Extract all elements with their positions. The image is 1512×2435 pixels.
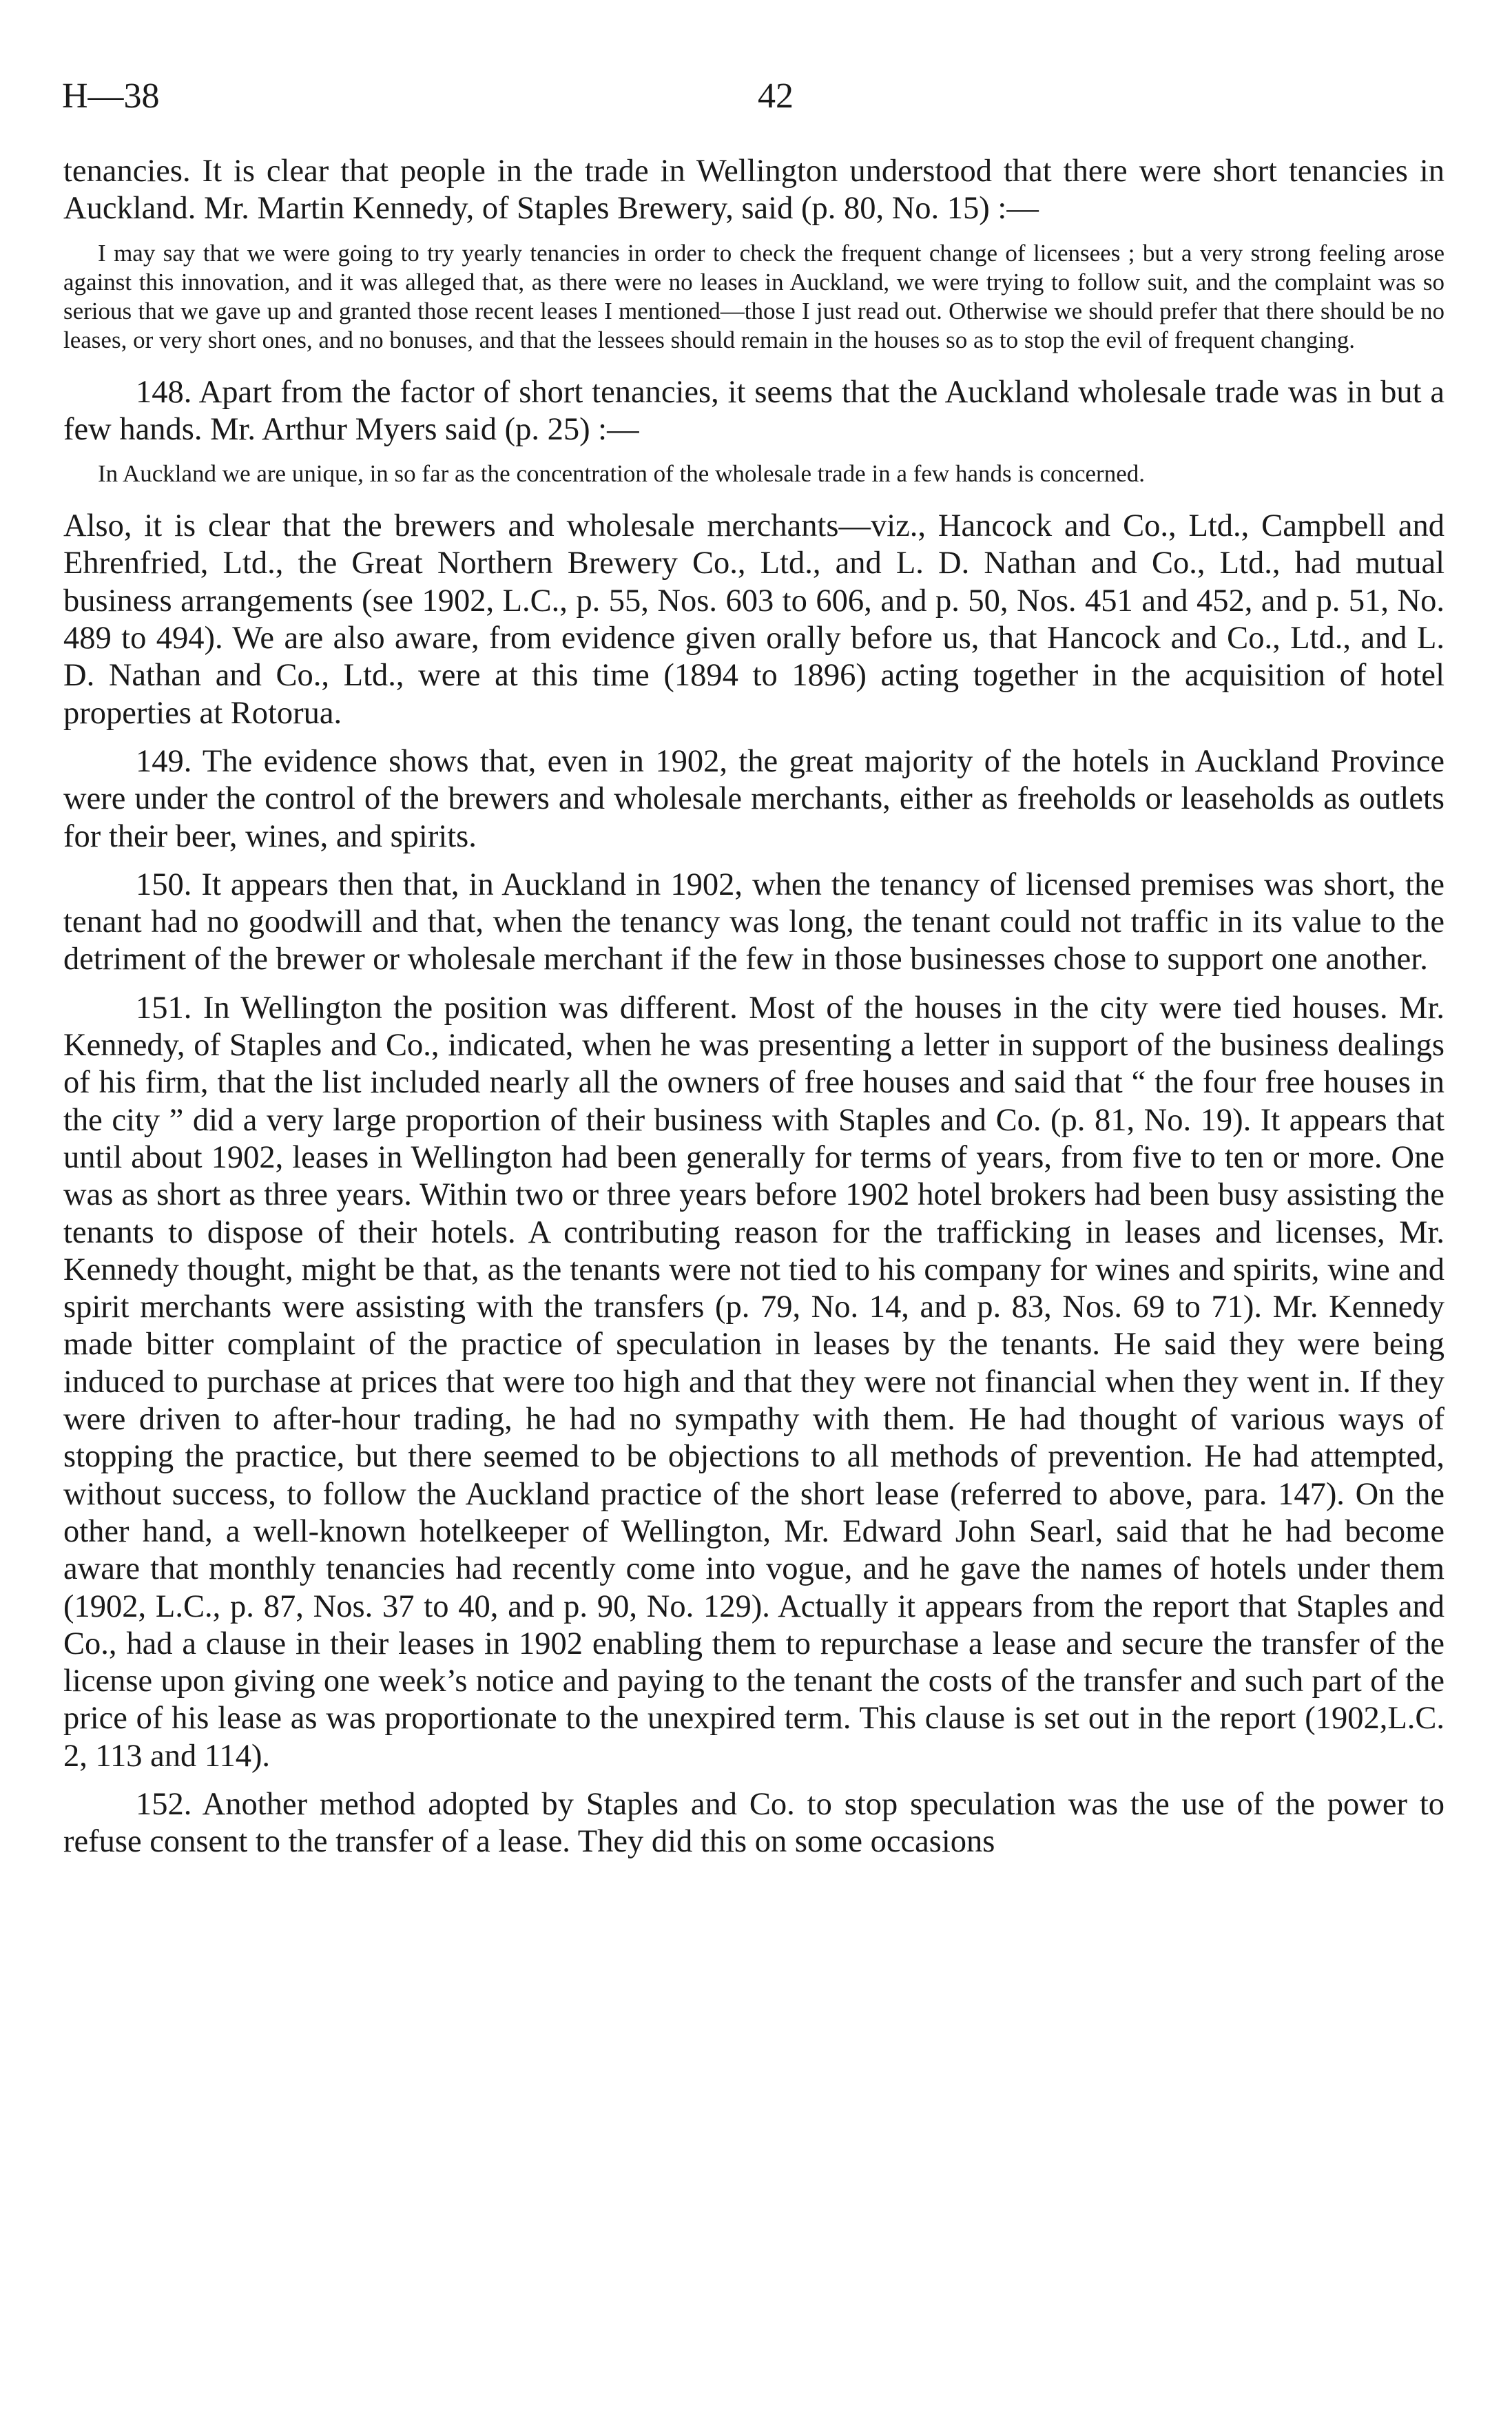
paragraph-152: 152. Another method adopted by Staples and Co. to stop speculation was the use of the power to refuse consent to the transfer of a lease. They did this on some occasions	[63, 1786, 1444, 1860]
quotation-myers: In Auckland we are unique, in so far as the concentration of the wholesale trade in a few hands is concerned.	[98, 460, 1145, 488]
quotation-kennedy: I may say that we were going to try yearly tenancies in order to check the frequent change of licensees ; but a very strong feeling arose against this innovation, and it was alleged that, as there were no leases in Auckland, we were trying to follow suit, and the complaint was so serious that we gave up and granted those recent leases I mentioned—those I just read out. Otherwise we should prefer that there should be no leases, or very short ones, and no bonuses, and that the lessees should remain in the houses so as to stop the evil of frequent changing.	[63, 239, 1444, 353]
document-reference: H—38	[62, 76, 160, 116]
paragraph-151: 151. In Wellington the position was different. Most of the houses in the city were tied houses. Mr. Kennedy, of Staples and Co., indicated, when he was presenting a letter in support of the business dealings of his firm, that the list included nearly all the owners of free houses and said that “ the four free houses in the city ” did a very large proportion of their business with Staples and Co. (p. 81, No. 19). It appears that until about 1902, leases in Wellington had been generally for terms of years, from five to ten or more. One was as short as three years. Within two or three years before 1902 hotel brokers had been busy assisting the tenants to dispose of their hotels. A contributing reason for the trafficking in leases and licenses, Mr. Kennedy thought, might be that, as the tenants were not tied to his company for wines and spirits, wine and spirit merchants were assisting with the transfers (p. 79, No. 14, and p. 83, Nos. 69 to 71). Mr. Kennedy made bitter complaint of the practice of speculation in leases by the tenants. He said they were being induced to purchase at prices that were too high and that they were not financial when they went in. If they were driven to after-hour trading, he had no sympathy with them. He had thought of various ways of stopping the practice, but there seemed to be objections to all methods of prevention. He had attempted, without success, to follow the Auckland practice of the short lease (referred to above, para. 147). On the other hand, a well-known hotelkeeper of Wellington, Mr. Edward John Searl, said that he had become aware that monthly tenancies had recently come into vogue, and he gave the names of hotels under them (1902, L.C., p. 87, Nos. 37 to 40, and p. 90, No. 129). Actually it appears from the report that Staples and Co., had a clause in their leases in 1902 enabling them to repurchase a lease and secure the transfer of the license upon giving one week’s notice and paying to the tenant the costs of the transfer and such part of the price of his lease as was proportionate to the unexpired term. This clause is set out in the report (1902,L.C. 2, 113 and 114).	[63, 990, 1444, 1774]
paragraph-150: 150. It appears then that, in Auckland in 1902, when the tenancy of licensed premises was short, the tenant had no goodwill and that, when the tenancy was long, the tenant could not traffic in its value to the detriment of the brewer or wholesale merchant if the few in those businesses chose to support one another.	[63, 867, 1444, 977]
paragraph-continuation: tenancies. It is clear that people in the trade in Wellington understood that there were short tenancies in Auckland. Mr. Martin Kennedy, of Staples Brewery, said (p. 80, No. 15) :—	[63, 154, 1444, 227]
paragraph-148-continued: Also, it is clear that the brewers and wholesale merchants—viz., Hancock and Co., Ltd., Campbell and Ehrenfried, Ltd., the Great Northern Brewery Co., Ltd., and L. D. Nathan and Co., Ltd., had mutual business arrangements (see 1902, L.C., p. 55, Nos. 603 to 606, and p. 50, Nos. 451 and 452, and p. 51, No. 489 to 494). We are also aware, from evidence given orally before us, that Hancock and Co., Ltd., and L. D. Nathan and Co., Ltd., were at this time (1894 to 1896) acting together in the acquisition of hotel properties at Rotorua.	[63, 508, 1444, 731]
body-text	[63, 153, 1444, 1872]
page-header	[62, 76, 1450, 124]
paragraph-149: 149. The evidence shows that, even in 1902, the great majority of the hotels in Auckland Province were under the control of the brewers and wholesale merchants, either as freeholds or leaseholds as outlets for their beer, wines, and spirits.	[63, 743, 1444, 854]
page-number: 42	[758, 76, 794, 116]
paragraph-148: 148. Apart from the factor of short tenancies, it seems that the Auckland wholesale trade was in but a few hands. Mr. Arthur Myers said (p. 25) :—	[63, 374, 1444, 447]
